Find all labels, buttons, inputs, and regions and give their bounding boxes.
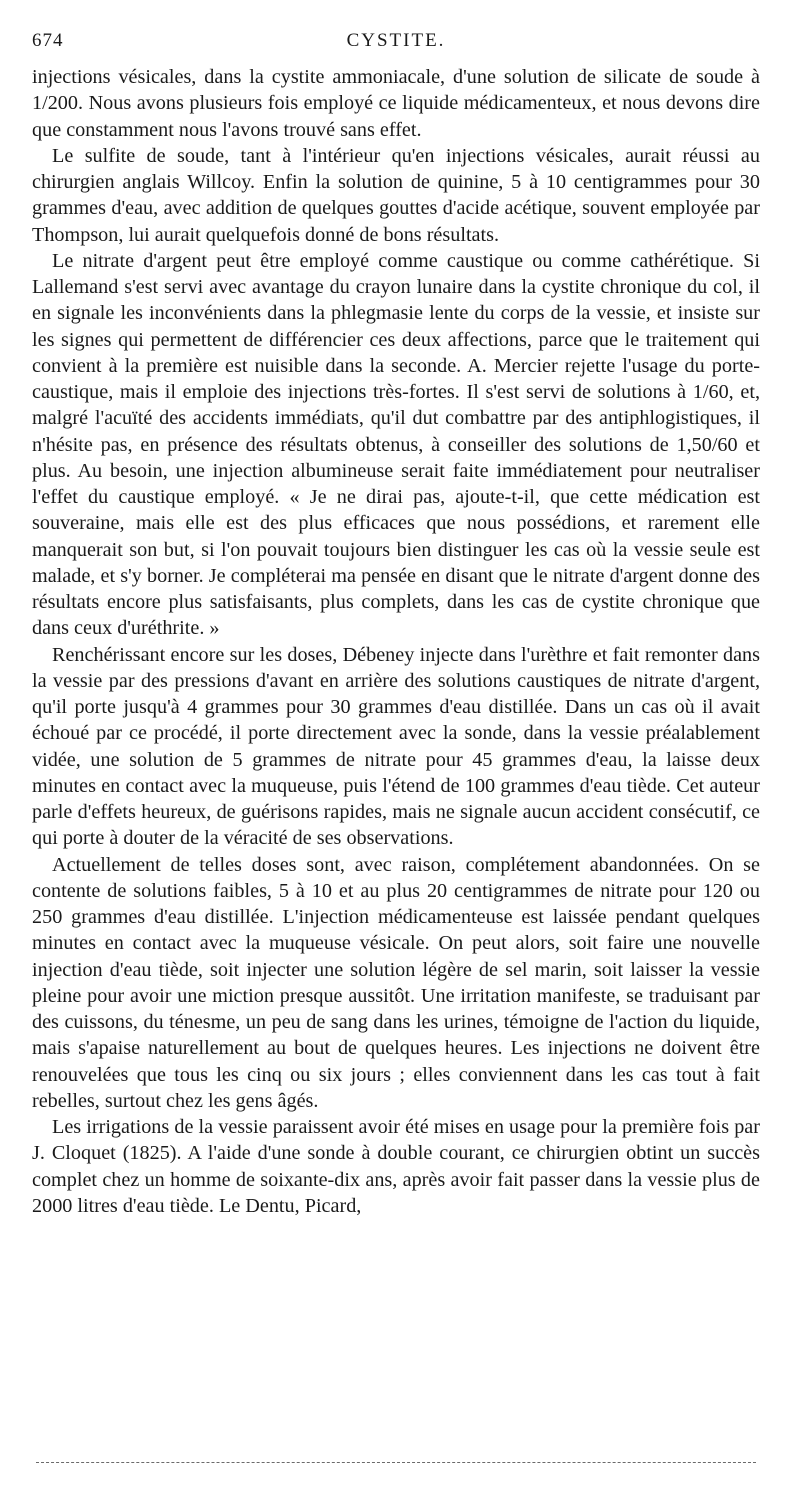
page-number: 674 <box>32 30 64 51</box>
paragraph-continued: injections vésicales, dans la cystite ammoniacale, d'une solution de silicate de soude à 1/200. Nous avons plusieurs fois employé ce liquide médicamenteux, et nous devons dire que constamment nous l'avons trouvé sans effet. <box>32 66 760 141</box>
running-title: CYSTITE. <box>346 30 446 51</box>
page-header <box>32 30 760 56</box>
body-text <box>32 64 760 1219</box>
paragraph-current-practice: Actuellement de telles doses sont, avec raison, complétement abandonnées. On se contente de solutions faibles, 5 à 10 et au plus 20 centigrammes de nitrate pour 120 ou 250 grammes d'eau distillée. L'injection médicamenteuse est laissée pendant quelques minutes en contact avec la muqueuse vésicale. On peut alors, soit faire une nouvelle injection d'eau tiède, soit injecter une solution légère de sel marin, soit laisser la vessie pleine pour avoir une miction presque aussitôt. Une irritation manifeste, se traduisant par des cuissons, du ténesme, un peu de sang dans les urines, témoigne de l'action du liquide, mais s'apaise naturellement au bout de quelques heures. Les injections ne doivent être renouvelées que tous les cinq ou six jours ; elles conviennent dans les cas tout à fait rebelles, surtout chez les gens âgés. <box>32 853 760 1112</box>
book-page <box>32 30 760 1219</box>
footer-rule <box>36 1462 756 1463</box>
paragraph-sulfite: Le sulfite de soude, tant à l'intérieur qu'en injections vésicales, aurait réussi au chirurgien anglais Willcoy. Enfin la solution de quinine, 5 à 10 centigrammes pour 30 grammes d'eau, avec addition de quelques gouttes d'acide acétique, souvent employée par Thompson, lui aurait quelquefois donné de bons résultats. <box>32 144 760 246</box>
paragraph-irrigations: Les irrigations de la vessie paraissent avoir été mises en usage pour la première fois par J. Cloquet (1825). A l'aide d'une sonde à double courant, ce chirurgien obtint un succès complet chez un homme de soixante-dix ans, après avoir fait passer dans la vessie plus de 2000 litres d'eau tiède. Le Dentu, Picard, <box>32 1116 760 1217</box>
paragraph-debeney: Renchérissant encore sur les doses, Débeney injecte dans l'urèthre et fait remonter dans la vessie par des pressions d'avant en arrière des solutions caustiques de nitrate d'argent, qu'il porte jusqu'à 4 grammes pour 30 grammes d'eau distillée. Dans un cas où il avait échoué par ce procédé, il porte directement avec la sonde, dans la vessie préalablement vidée, une solution de 5 grammes de nitrate pour 45 grammes d'eau, la laisse deux minutes en contact avec la muqueuse, puis l'étend de 100 grammes d'eau tiède. Cet auteur parle d'effets heureux, de guérisons rapides, mais ne signale aucun accident consécutif, ce qui porte à douter de la véracité de ses observations. <box>32 643 760 850</box>
paragraph-nitrate: Le nitrate d'argent peut être employé comme caustique ou comme cathérétique. Si Lallemand s'est servi avec avantage du crayon lunaire dans la cystite chronique du col, il en signale les inconvénients dans la phlegmasie lente du corps de la vessie, et insiste sur les signes qui permettent de différencier ces deux affections, parce que le traitement qui convient à la première est nuisible dans la seconde. A. Mercier rejette l'usage du porte-caustique, mais il emploie des injections très-fortes. Il s'est servi de solutions à 1/60, et, malgré l'acuïté des accidents immédiats, qu'il dut combattre par des antiphlogistiques, il n'hésite pas, en présence des résultats obtenus, à conseiller des solutions de 1,50/60 et plus. Au besoin, une injection albumineuse serait faite immédiatement pour neutraliser l'effet du caustique employé. « Je ne dirai pas, ajoute-t-il, que cette médication est souveraine, mais elle est des plus efficaces que nous possédions, et rarement elle manquerait son but, si l'on pouvait toujours bien distinguer les cas où la vessie seule est malade, et s'y borner. Je compléterai ma pensée en disant que le nitrate d'argent donne des résultats encore plus satisfaisants, plus complets, dans les cas de cystite chronique que dans ceux d'uréthrite. » <box>32 249 760 640</box>
